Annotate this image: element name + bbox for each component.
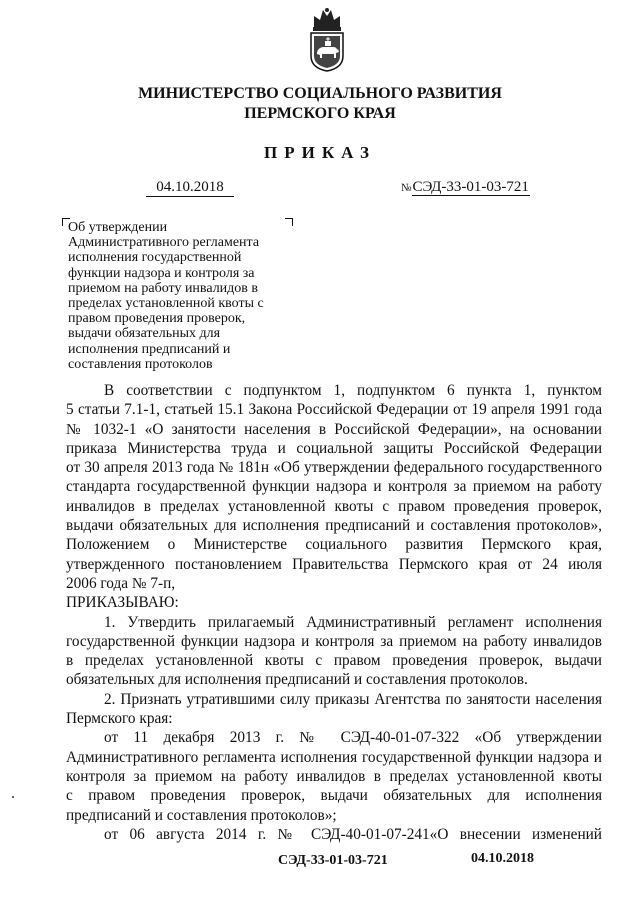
order-item-1 [66, 613, 602, 690]
body-line: Административного регламента исполнения государственной функции надзора и [66, 748, 602, 766]
body-line: 2006 года № 7-п, [66, 574, 176, 592]
body-line: 1. Утвердить прилагаемый Административный регламент исполнения [104, 613, 602, 631]
margin-mark [12, 796, 14, 798]
footer-order-date: 04.10.2018 [471, 851, 534, 866]
body-line: с правом проведения проверок, выдачи обязательных для исполнения [66, 787, 602, 805]
title-line: исполнения государственной [68, 250, 242, 266]
order-item-2-subitem-1 [66, 728, 602, 824]
ministry-heading [60, 84, 580, 124]
body-line: В соответствии с подпунктом 1, подпунктом 6 пункта 1, пунктом [104, 382, 602, 399]
body-line: стандарта государственной функции надзора и контроля за приемом на работу [66, 478, 602, 496]
order-date: 04.10.2018 [146, 179, 234, 197]
title-line: составления протоколов [68, 356, 213, 372]
body-line: Положением о Министерстве социального развития Пермского края, [66, 536, 602, 554]
body-line: 5 статьи 7.1-1, статьей 15.1 Закона Российской Федерации от 19 апреля 1991 года [66, 401, 602, 419]
body-line: выдачи обязательных для исполнения предписаний и составления протоколов», [66, 517, 602, 535]
title-line: Об утверждении [68, 220, 168, 235]
body-line: № 1032-1 «О занятости населения в Российской Федерации», на основании [66, 420, 602, 438]
perm-krai-coat-of-arms-icon [306, 6, 348, 72]
title-line: пределах установленной квоты с [68, 296, 264, 312]
body-line: приказа Министерства труда и социальной защиты Российской Федерации [66, 439, 602, 457]
body-line: государственной функции надзора и контроля за приемом на работу инвалидов [66, 632, 602, 650]
document-type-heading: ПРИКАЗ [264, 143, 376, 162]
order-body [66, 381, 602, 844]
body-line: от 30 апреля 2013 года № 181н «Об утверждении федерального государственного [66, 459, 602, 477]
order-number: СЭД-33-01-03-721 [412, 179, 529, 195]
title-line: приемом на работу инвалидов в [68, 280, 259, 296]
order-number-block [401, 179, 530, 197]
ministry-name-line2: ПЕРМСКОГО КРАЯ [244, 105, 396, 122]
body-line: инвалидов в пределах установленной квоты с правом проведения проверок, [66, 497, 602, 515]
body-line: от 11 декабря 2013 г. № СЭД-40-01-07-322 «Об утверждении [104, 729, 602, 747]
body-line: предписаний и составления протоколов»; [66, 806, 337, 824]
body-line: от 06 августа 2014 г. № СЭД-40-01-07-241«О внесении изменений [104, 825, 602, 843]
body-line: обязательных для исполнения предписаний и составления протоколов. [66, 671, 528, 689]
ministry-name-line1: МИНИСТЕРСТВО СОЦИАЛЬНОГО РАЗВИТИЯ [138, 85, 502, 102]
title-line: правом проведения проверок, [68, 311, 246, 327]
order-title [68, 220, 288, 372]
order-directive: ПРИКАЗЫВАЮ: [66, 594, 179, 612]
footer-order-number: СЭД-33-01-03-721 [278, 853, 388, 868]
title-line: исполнения предписаний и [68, 341, 231, 357]
body-line: в пределах установленной квоты с правом проведения проверок, выдачи [66, 652, 602, 670]
title-line: Административного регламента [68, 235, 260, 251]
title-line: функции надзора и контроля за [68, 265, 255, 281]
body-line: контроля за приемом на работу инвалидов в пределах установленной квоты [66, 767, 602, 785]
order-item-2-subitem-2 [66, 825, 602, 844]
preamble-paragraph [66, 381, 602, 593]
order-item-2 [66, 690, 602, 729]
body-line: 2. Признать утратившими силу приказы Агентства по занятости населения [104, 690, 602, 708]
body-line: Пермского края: [66, 710, 173, 728]
number-sign: № [401, 182, 412, 194]
title-line: выдачи обязательных для [68, 326, 221, 342]
body-line: утвержденного постановлением Правительства Пермского края от 24 июля [66, 555, 602, 573]
